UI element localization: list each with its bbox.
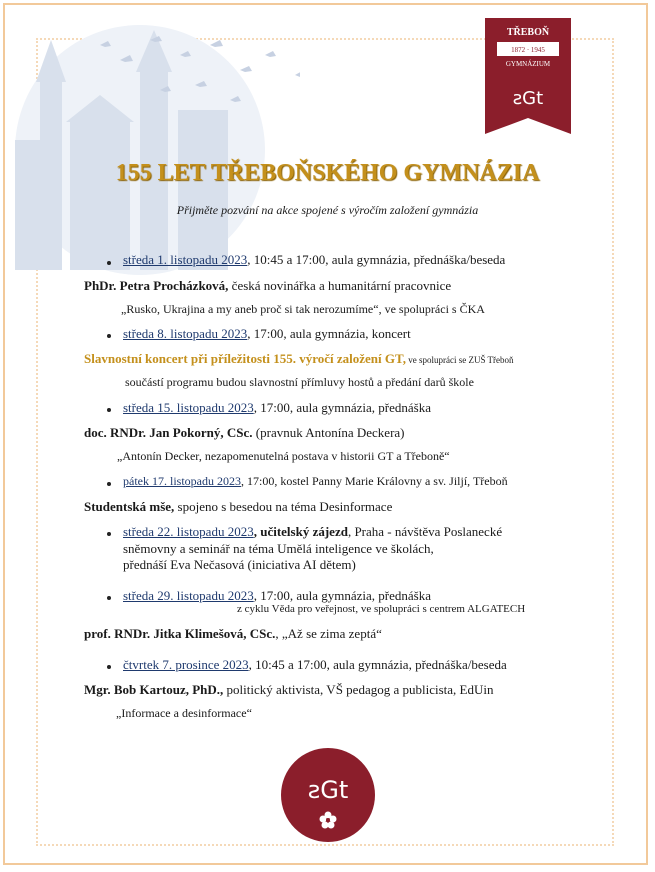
event-7-speaker: Mgr. Bob Kartouz, PhD., politický aktivista, VŠ pedagog a publicista, EdUin (84, 682, 494, 697)
event-6-date[interactable]: středa 29. listopadu 2023 (123, 588, 254, 603)
event-2-topic: součástí programu budou slavnostní přímluvy hostů a předání darů škole (125, 375, 474, 389)
event-1-speaker: PhDr. Petra Procházková, česká novinářka a humanitární pracovnice (84, 278, 452, 293)
event-6-line: středa 29. listopadu 2023, 17:00, aula gymnázia, přednáška (123, 588, 431, 603)
event-3-topic: „Antonín Decker, nezapomenutelná postava v historii GT a Třeboně“ (117, 449, 450, 463)
school-emblem-logo (279, 746, 377, 844)
event-3-speaker: doc. RNDr. Jan Pokorný, CSc. (pravnuk Antonína Deckera) (84, 425, 405, 440)
event-4-speaker: Studentská mše, spojeno s besedou na téma Desinformace (84, 499, 393, 514)
event-7-date[interactable]: čtvrtek 7. prosince 2023 (123, 657, 249, 672)
event-3-date[interactable]: středa 15. listopadu 2023 (123, 400, 254, 415)
bullet-dot (107, 334, 111, 338)
bullet-dot (107, 665, 111, 669)
event-1-date[interactable]: středa 1. listopadu 2023 (123, 252, 248, 267)
event-4-line: pátek 17. listopadu 2023, 17:00, kostel Panny Marie Královny a sv. Jiljí, Třeboň (123, 474, 508, 488)
bullet-dot (107, 482, 111, 486)
svg-text:TŘEBOŇ: TŘEBOŇ (506, 27, 550, 38)
event-2-line: středa 8. listopadu 2023, 17:00, aula gymnázia, koncert (123, 326, 411, 341)
svg-text:GYMNÁZIUM: GYMNÁZIUM (505, 60, 551, 68)
event-5-date[interactable]: středa 22. listopadu 2023 (123, 524, 254, 539)
town-birds-illustration (0, 0, 300, 290)
event-1-line: středa 1. listopadu 2023, 10:45 a 17:00, aula gymnázia, přednáška/beseda (123, 252, 506, 267)
svg-text:ƨGt: ƨGt (512, 88, 544, 109)
event-7-line: čtvrtek 7. prosince 2023, 10:45 a 17:00, aula gymnázia, přednáška/beseda (123, 657, 507, 672)
event-4-date[interactable]: pátek 17. listopadu 2023 (123, 474, 241, 488)
event-1-topic: „Rusko, Ukrajina a my aneb proč si tak nerozumíme“, ve spolupráci s ČKA (121, 302, 485, 316)
svg-text:1872 · 1945: 1872 · 1945 (511, 46, 545, 54)
page-title: 155 LET TŘEBOŇSKÉHO GYMNÁZIA (115, 160, 540, 186)
bullet-dot (107, 261, 111, 265)
event-2-date[interactable]: středa 8. listopadu 2023 (123, 326, 248, 341)
event-3-line: středa 15. listopadu 2023, 17:00, aula gymnázia, přednáška (123, 400, 431, 415)
event-5-line: středa 22. listopadu 2023, učitelský zájezd, Praha - návštěva Poslanecké (123, 524, 503, 539)
event-5-line-3: přednáší Eva Nečasová (iniciativa AI dětem) (123, 557, 356, 572)
gymnazium-badge-logo (485, 18, 571, 134)
event-2-speaker: Slavnostní koncert při příležitosti 155. výročí založení GT, ve spolupráci se ZUŠ Třeboň (84, 351, 514, 366)
svg-text:ƨGt: ƨGt (307, 776, 349, 804)
page-subtitle: Přijměte pozvání na akce spojené s výročím založení gymnázia (176, 203, 479, 217)
event-6-speaker: prof. RNDr. Jitka Klimešová, CSc., „Až se zima zeptá“ (84, 626, 382, 641)
bullet-dot (107, 532, 111, 536)
bullet-dot (107, 408, 111, 412)
bullet-dot (107, 596, 111, 600)
event-5-line-2: sněmovny a seminář na téma Umělá inteligence ve školách, (123, 541, 434, 556)
event-7-topic: „Informace a desinformace“ (116, 706, 252, 720)
event-6-line-2: z cyklu Věda pro veřejnost, ve spolupráci s centrem ALGATECH (237, 603, 526, 615)
